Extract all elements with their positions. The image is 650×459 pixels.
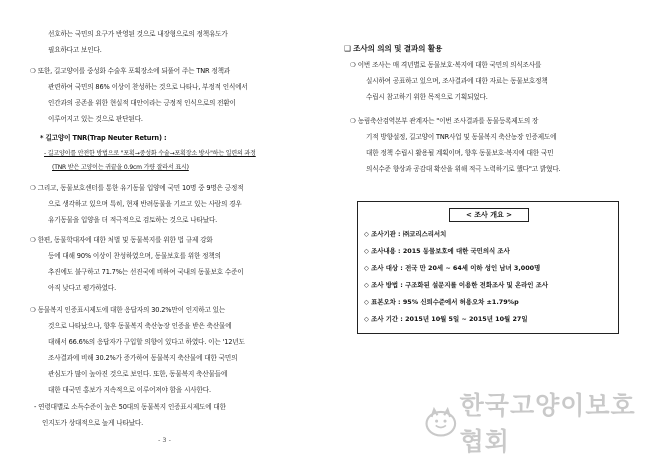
- bullet-line: 으로 생각하고 있으며 특히, 현재 반려동물을 기르고 있는 사람의 경우: [48, 200, 242, 208]
- dash-line: - 연령대별로 소득수준이 높은 50대의 동물복지 인증표시제도에 대한: [34, 403, 226, 411]
- left-line: 선호하는 국민의 요구가 반영된 것으로 내장형으로의 정책유도가: [48, 30, 228, 38]
- bullet-line: ❍ 또한, 길고양이를 중성화 수술후 포획장소에 되풀어 주는 TNR 정책과: [30, 67, 231, 75]
- bullet-line: 대해서 66.6%의 응답자가 구입할 의향이 있다고 하였다. 이는 '12년도: [48, 338, 245, 346]
- bullet-line: 관심도가 많이 높아진 것으로 보인다. 또한, 동물복지 축산물들에: [48, 370, 228, 378]
- page-number: - 3 -: [158, 436, 171, 444]
- left-line: 필요하다고 보인다.: [48, 46, 102, 54]
- bullet-line: ❍ 한편, 동물학대자에 대한 처벌 및 동물복지를 위한 법 규제 강화: [30, 236, 213, 244]
- tnr-heading: * 길고양이 TNR(Trap Neuter Return) :: [40, 134, 167, 142]
- bullet-line: 관련하여 국민의 86% 이상이 찬성하는 것으로 나타나, 부정적 인식에서: [48, 83, 248, 91]
- survey-row: ◇ 조사기관 : ㈜코리스리서치: [364, 230, 447, 238]
- bullet-line: 조사결과에 비해 30.2%가 증가하여 동물복지 축산물에 대한 국민의: [48, 354, 238, 362]
- bullet-line: 유기동물을 입양을 더 적극적으로 검토하는 것으로 나타났다.: [48, 216, 218, 224]
- survey-row: ◇ 조사내용 : 2015 동물보호에 대한 국민의식 조사: [364, 247, 510, 255]
- bullet-line: 인간과의 공존을 위한 현실적 대안이라는 긍정적 인식으로의 전환이: [48, 99, 236, 107]
- bullet-line: ❍ 그리고, 동물보호센터를 통한 유기동물 입양에 국민 10명 중 9명은 긍정적: [30, 184, 244, 192]
- watermark-text: 한국고양이보호협회: [459, 391, 636, 456]
- survey-row: ◇ 조사 기간 : 2015년 10월 5일 ~ 2015년 10월 27일: [364, 315, 528, 323]
- right-bullet-line: 대한 정책 수립시 활용될 계획이며, 향후 동물보호·복지에 대한 국민: [366, 149, 554, 157]
- bullet-line: 이루어지고 있는 것으로 판단된다.: [48, 115, 143, 123]
- right-bullet-line: 실시하여 공표하고 있으며, 조사결과에 대한 자료는 동물보호정책: [366, 77, 548, 85]
- survey-row: ◇ 조사 대상 : 전국 만 20세 ~ 64세 이하 성인 남녀 3,000명: [364, 264, 541, 272]
- tnr-definition: - 길고양이를 안전한 방법으로 "포획→중성화 수술→포획장소 방사"하는 일련의 과정: [44, 150, 256, 157]
- survey-row: ◇ 조사 방법 : 구조화된 설문지를 이용한 전화조사 및 온라인 조사: [364, 281, 549, 289]
- right-bullet-line: ❍ 농림축산검역본부 관계자는 "이번 조사결과를 동물등록제도의 장: [350, 117, 539, 125]
- survey-title: < 조사 개요 >: [449, 208, 529, 222]
- bullet-line: 등에 대해 90% 이상이 찬성하였으며, 동물보호를 위한 정책의: [48, 252, 221, 260]
- tnr-note: (TNR 받은 고양이는 귀끝을 0.9cm 가량 잘라서 표시): [52, 164, 189, 171]
- survey-overview-box: [357, 201, 619, 334]
- bullet-line: 것으로 나타났으나, 향후 동물복지 축산농장 인증을 받은 축산물에: [48, 322, 232, 330]
- bullet-line: ❍ 동물복지 인증표시제도에 대한 응답자의 30.2%만이 인지하고 있는: [30, 306, 226, 314]
- watermark: [424, 391, 650, 456]
- bullet-line: 대한 대국민 홍보가 지속적으로 이루어져야 함을 시사한다.: [48, 386, 211, 394]
- right-bullet-line: 기적 방향설정, 길고양이 TNR사업 및 동물복지 축산농장 인증제도에: [366, 133, 557, 141]
- bullet-line: 아직 낮다고 평가하였다.: [48, 284, 117, 292]
- right-bullet-line: 의식수준 향상과 공감대 확산을 위해 적극 노력하기로 했다"고 밝혔다.: [366, 165, 561, 173]
- bullet-line: 추진에도 불구하고 71.7%는 선진국에 비하여 국내의 동물보호 수준이: [48, 268, 244, 276]
- section-title: ❑ 조사의 의의 및 결과의 활용: [344, 44, 443, 53]
- right-bullet-line: ❍ 이번 조사는 매 격년별로 동물보호·복지에 대한 국민의 의식조사를: [350, 61, 542, 69]
- dash-line: 인지도가 상대적으로 높게 나타났다.: [42, 419, 144, 427]
- survey-row: ◇ 표본오차 : 95% 신뢰수준에서 허용오차 ±1.79%p: [364, 298, 519, 306]
- right-bullet-line: 수립시 참고하기 위한 목적으로 기획되었다.: [366, 93, 488, 101]
- cat-logo-icon: [424, 404, 458, 440]
